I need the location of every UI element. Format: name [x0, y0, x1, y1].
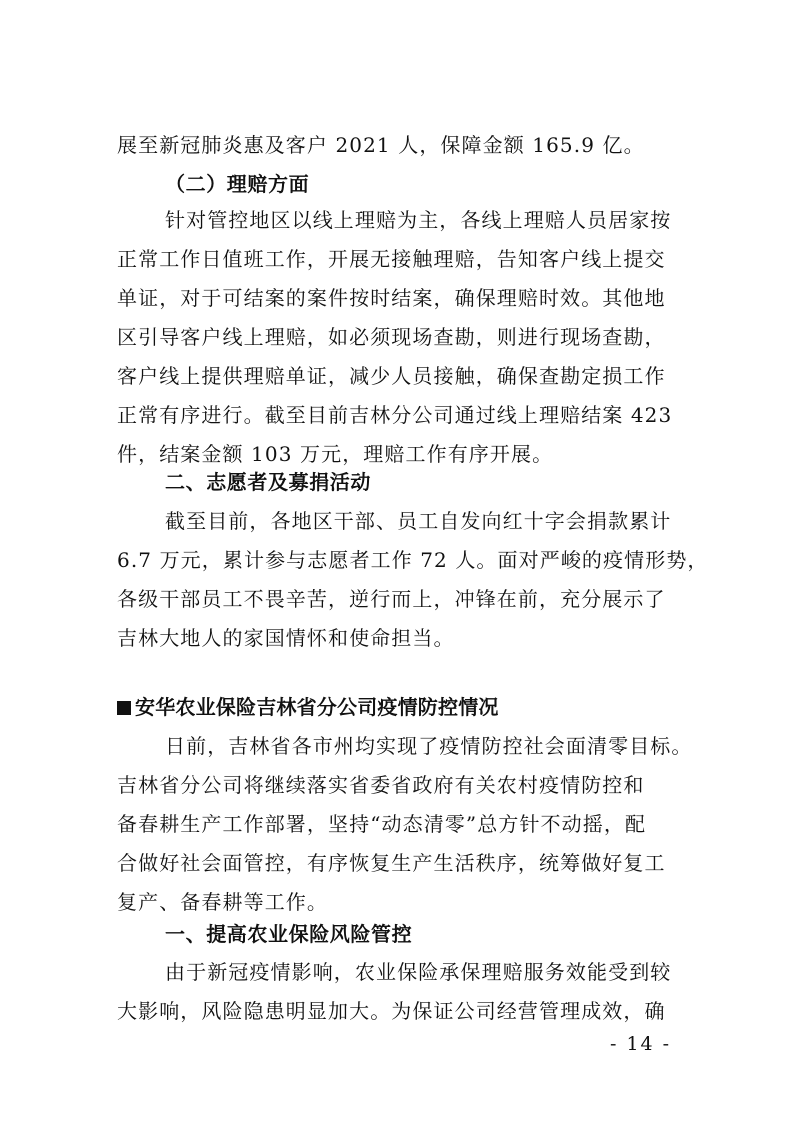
paragraph-line: 日前，吉林省各市州均实现了疫情防控社会面清零目标。 — [165, 734, 693, 758]
subheading-claims: （二）理赔方面 — [165, 172, 310, 196]
paragraph-line: 展至新冠肺炎惠及客户 2021 人，保障金额 165.9 亿。 — [117, 133, 645, 157]
paragraph-line: 备春耕生产工作部署，坚持“动态清零”总方针不动摇，配 — [117, 812, 647, 836]
paragraph-line: 吉林省分公司将继续落实省委省政府有关农村疫情防控和 — [117, 773, 645, 797]
paragraph-line: 合做好社会面管控，有序恢复生产生活秩序，统筹做好复工 — [117, 851, 666, 875]
paragraph-line: 各级干部员工不畏辛苦，逆行而上，冲锋在前，充分展示了 — [117, 587, 666, 611]
page-number: - 14 - — [610, 1033, 672, 1055]
paragraph-line: 客户线上提供理赔单证，减少人员接触，确保查勘定损工作 — [117, 364, 666, 388]
section-title-text: 安华农业保险吉林省分公司疫情防控情况 — [135, 695, 499, 719]
paragraph-line: 截至目前，各地区干部、员工自发向红十字会捐款累计 — [165, 509, 672, 533]
paragraph-line: 区引导客户线上理赔，如必须现场查勘，则进行现场查勘， — [117, 325, 666, 349]
square-bullet-icon — [117, 701, 131, 715]
heading-volunteers: 二、志愿者及募捐活动 — [165, 470, 371, 494]
heading-risk-control: 一、提高农业保险风险管控 — [165, 922, 413, 946]
paragraph-line: 6.7 万元，累计参与志愿者工作 72 人。面对严峻的疫情形势， — [117, 548, 709, 572]
paragraph-line: 单证，对于可结案的案件按时结案，确保理赔时效。其他地 — [117, 286, 666, 310]
paragraph-line: 由于新冠疫情影响，农业保险承保理赔服务效能受到较 — [165, 960, 672, 984]
paragraph-line: 正常工作日值班工作，开展无接触理赔，告知客户线上提交 — [117, 247, 666, 271]
paragraph-line: 件，结案金额 103 万元，理赔工作有序开展。 — [117, 442, 554, 466]
paragraph-line: 吉林大地人的家国情怀和使命担当。 — [117, 626, 455, 650]
paragraph-line: 正常有序进行。截至目前吉林分公司通过线上理赔结案 423 — [117, 403, 673, 427]
section-title — [117, 692, 677, 722]
paragraph-line: 大影响，风险隐患明显加大。为保证公司经营管理成效，确 — [117, 999, 666, 1023]
paragraph-line: 针对管控地区以线上理赔为主，各线上理赔人员居家按 — [165, 208, 672, 232]
paragraph-line: 复产、备春耕等工作。 — [117, 890, 328, 914]
